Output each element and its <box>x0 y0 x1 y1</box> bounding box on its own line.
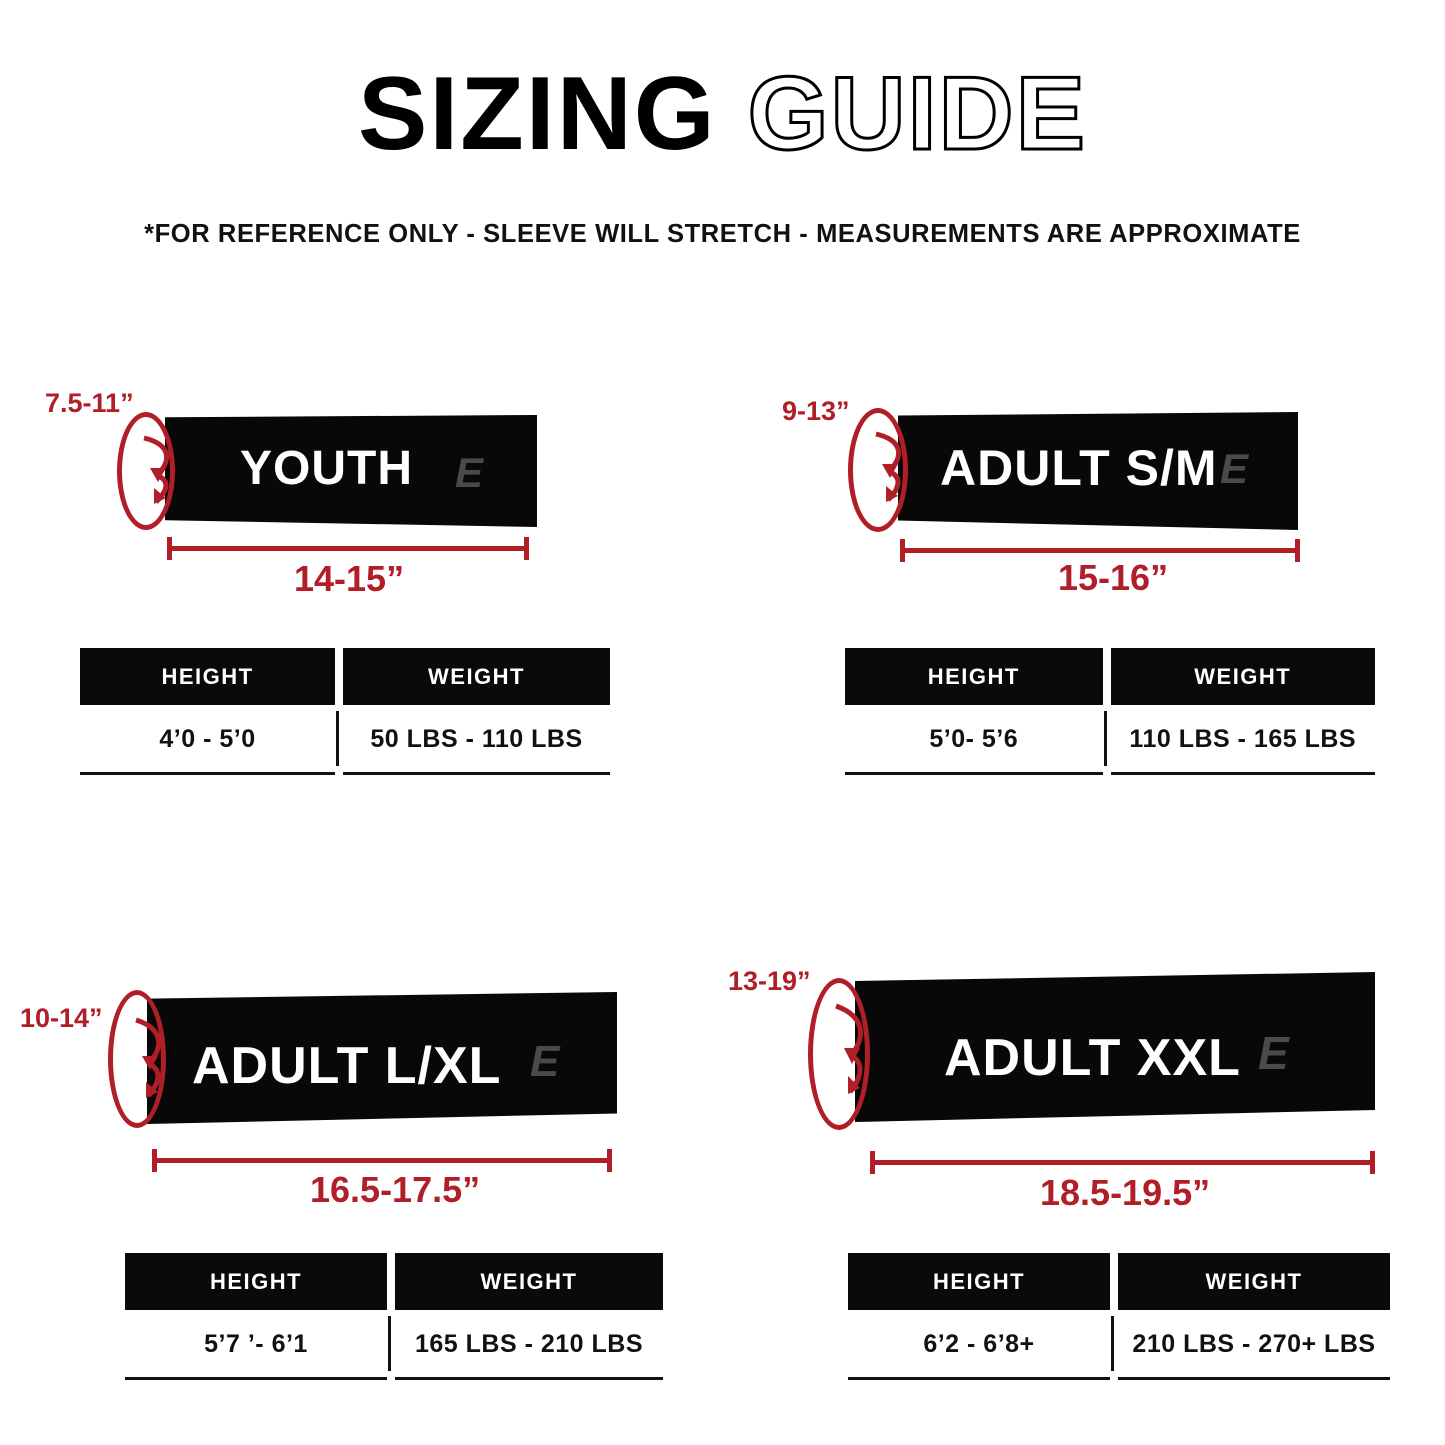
brand-logo-icon: E <box>530 1037 560 1086</box>
cell-height: 5’0- 5’6 <box>845 705 1103 775</box>
table-header-row <box>80 648 610 705</box>
table-row <box>125 1310 670 1380</box>
table-row <box>845 705 1375 775</box>
sleeve-label-adult-xxl: ADULT XXL <box>944 1029 1241 1087</box>
page-title-outline: GUIDE <box>747 56 1087 172</box>
sleeve-label-youth: YOUTH <box>240 442 413 495</box>
circumference-label-adult-xxl: 13-19” <box>728 966 811 996</box>
length-label-adult-xxl: 18.5-19.5” <box>1040 1172 1211 1213</box>
circumference-arrow-icon <box>122 1012 192 1104</box>
length-label-adult-sm: 15-16” <box>1058 557 1169 598</box>
cell-weight: 210 LBS - 270+ LBS <box>1118 1310 1390 1380</box>
spec-table-adult-sm <box>845 648 1375 775</box>
header-weight: WEIGHT <box>1118 1253 1390 1310</box>
sleeve-label-adult-lxl: ADULT L/XL <box>192 1037 502 1095</box>
header-weight: WEIGHT <box>343 648 610 705</box>
page-subtitle: *FOR REFERENCE ONLY - SLEEVE WILL STRETCH - MEASUREMENTS ARE APPROXIMATE <box>144 220 1301 248</box>
brand-logo-icon: E <box>1220 445 1249 492</box>
cell-weight: 50 LBS - 110 LBS <box>343 705 610 775</box>
header-height: HEIGHT <box>845 648 1103 705</box>
header-height: HEIGHT <box>80 648 335 705</box>
brand-logo-icon: E <box>455 449 484 496</box>
circumference-arrow-icon <box>130 430 200 510</box>
header-weight: WEIGHT <box>1111 648 1376 705</box>
table-header-row <box>848 1253 1393 1310</box>
table-header-row <box>845 648 1375 705</box>
table-row <box>80 705 610 775</box>
circumference-arrow-icon <box>822 998 894 1100</box>
cell-weight: 165 LBS - 210 LBS <box>395 1310 663 1380</box>
page-title-solid: SIZING <box>358 56 717 172</box>
circumference-label-adult-sm: 9-13” <box>782 396 850 426</box>
length-bar <box>870 1160 1375 1165</box>
sleeve-label-adult-sm: ADULT S/M <box>940 440 1218 496</box>
length-bar <box>167 546 529 551</box>
table-row <box>848 1310 1393 1380</box>
header-height: HEIGHT <box>125 1253 387 1310</box>
page-title <box>0 56 1445 172</box>
circumference-label-adult-lxl: 10-14” <box>20 1003 103 1033</box>
length-label-adult-lxl: 16.5-17.5” <box>310 1169 481 1210</box>
header-height: HEIGHT <box>848 1253 1110 1310</box>
length-bar <box>152 1158 612 1163</box>
cell-height: 6’2 - 6’8+ <box>848 1310 1110 1380</box>
spec-table-youth <box>80 648 610 775</box>
table-header-row <box>125 1253 670 1310</box>
length-label-youth: 14-15” <box>294 558 405 599</box>
circumference-arrow-icon <box>862 426 932 508</box>
spec-table-adult-xxl <box>848 1253 1393 1380</box>
cell-weight: 110 LBS - 165 LBS <box>1111 705 1376 775</box>
circumference-label-youth: 7.5-11” <box>45 388 134 418</box>
spec-table-adult-lxl <box>125 1253 670 1380</box>
cell-height: 4’0 - 5’0 <box>80 705 335 775</box>
cell-height: 5’7 ’- 6’1 <box>125 1310 387 1380</box>
brand-logo-icon: E <box>1258 1027 1289 1079</box>
length-bar <box>900 548 1300 553</box>
header-weight: WEIGHT <box>395 1253 663 1310</box>
